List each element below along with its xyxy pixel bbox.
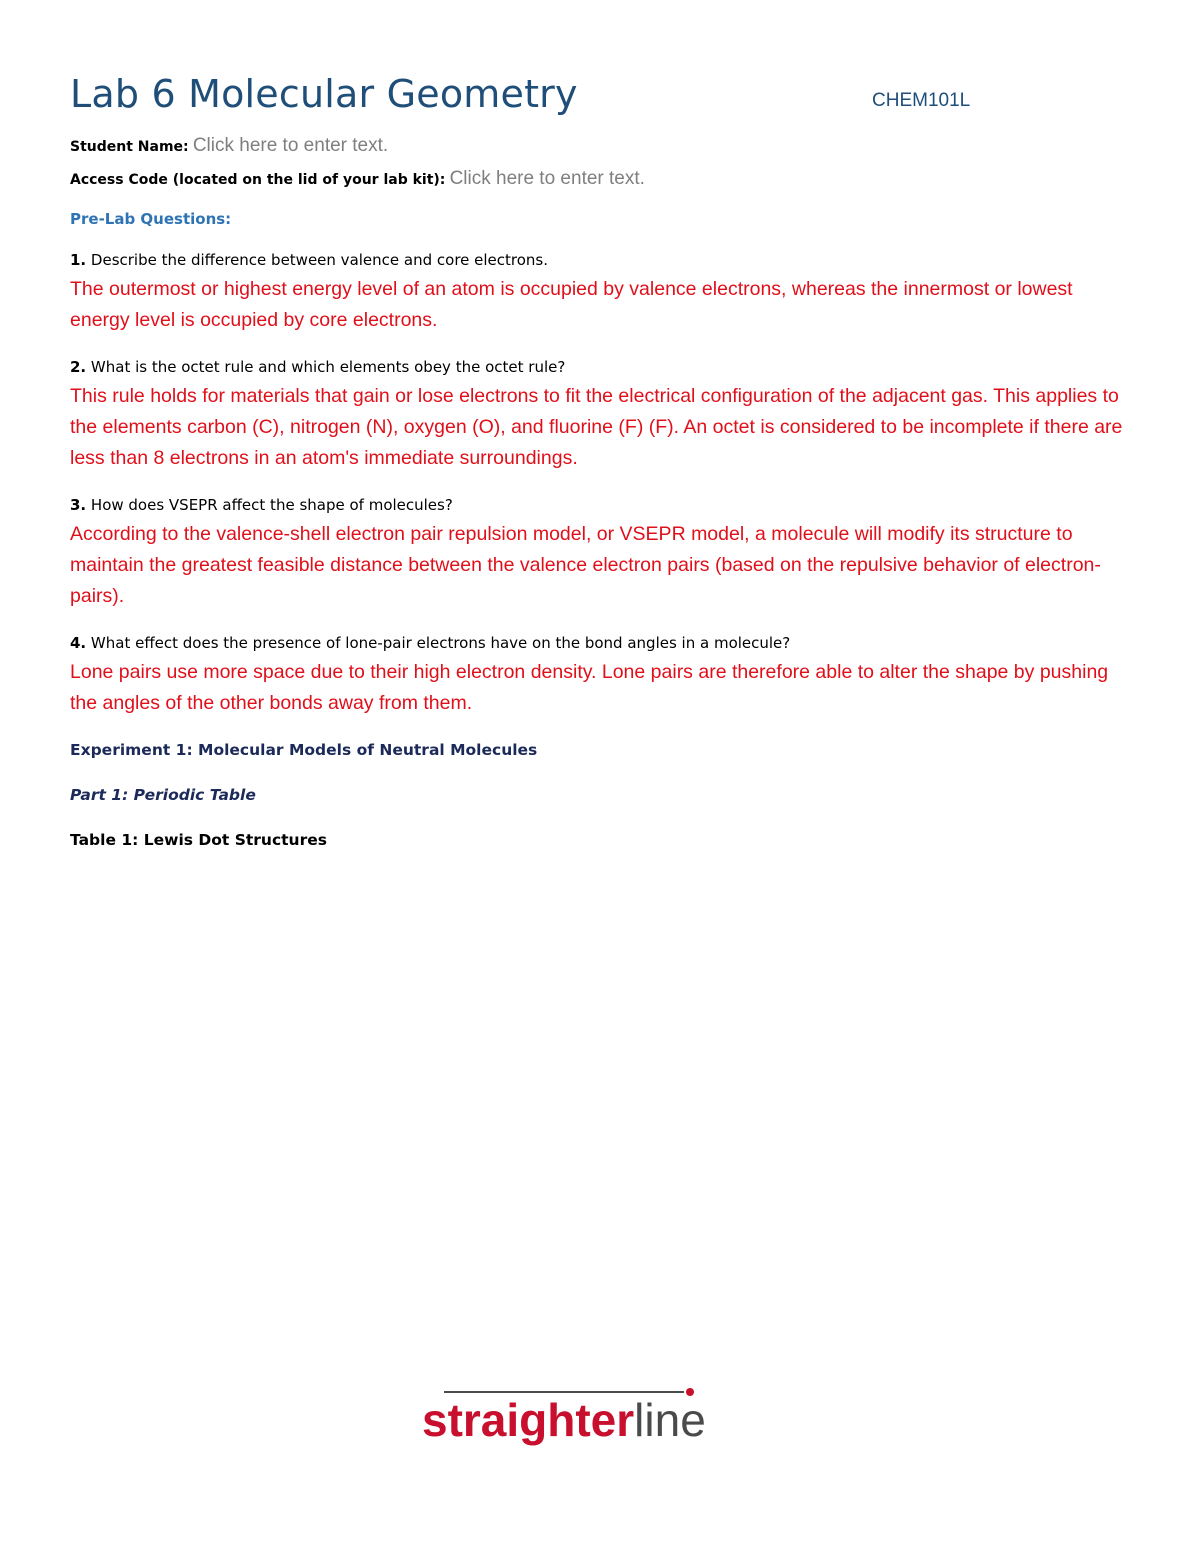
experiment-heading: Experiment 1: Molecular Models of Neutral Molecules [70,741,538,759]
question-number: 4. [70,634,87,652]
question-prompt: Describe the difference between valence and core electrons. [86,251,549,269]
document-title: Lab 6 Molecular Geometry [70,72,578,116]
logo-wordmark [422,1394,706,1446]
question-prompt: What effect does the presence of lone-pair electrons have on the bond angles in a molecule? [86,634,791,652]
question-4 [70,632,1130,719]
logo-brand-part2: line [634,1394,706,1446]
title-row [70,70,1130,130]
question-text [70,356,1130,378]
question-text [70,249,1130,271]
document-page [70,70,1130,851]
answer-text[interactable]: The outermost or highest energy level of an atom is occupied by valence electrons, whereas the innermost or lowest energy level is occupied by core electrons. [70,278,1073,331]
answer-text[interactable]: This rule holds for materials that gain or lose electrons to fit the electrical configuration of the adjacent gas. This applies to the elements carbon (C), nitrogen (N), oxygen (O), and fluorine (F) (F). An octet is considered to be incomplete if there are less than 8 electrons in an atom's immediate surroundings. [70,385,1123,469]
question-1 [70,249,1130,336]
access-code-row [70,163,1130,196]
straighterline-logo [422,1386,782,1456]
question-2 [70,356,1130,474]
student-name-label: Student Name: [70,139,189,155]
table-title: Table 1: Lewis Dot Structures [70,831,327,849]
part-heading: Part 1: Periodic Table [70,786,256,804]
prelab-heading: Pre-Lab Questions: [70,210,232,228]
question-text [70,494,1130,516]
question-number: 3. [70,496,87,514]
question-prompt: How does VSEPR affect the shape of molecules? [86,496,453,514]
student-name-row [70,130,1130,163]
course-code: CHEM101L [872,90,971,111]
question-text [70,632,1130,654]
answer-text[interactable]: According to the valence-shell electron pair repulsion model, or VSEPR model, a molecule will modify its structure to maintain the greatest feasible distance between the valence electron pairs (based on the repulsive behavior of electron-pairs). [70,523,1101,607]
question-3 [70,494,1130,612]
answer-text[interactable]: Lone pairs use more space due to their high electron density. Lone pairs are therefore able to alter the shape by pushing the angles of the other bonds away from them. [70,661,1109,714]
logo-brand-part1: straighter [422,1394,635,1446]
student-name-field[interactable]: Click here to enter text. [192,135,389,156]
access-code-field[interactable]: Click here to enter text. [449,168,645,189]
access-code-label: Access Code (located on the lid of your lab kit): [70,172,446,188]
question-number: 1. [70,251,87,269]
question-number: 2. [70,358,87,376]
question-prompt: What is the octet rule and which elements obey the octet rule? [86,358,566,376]
